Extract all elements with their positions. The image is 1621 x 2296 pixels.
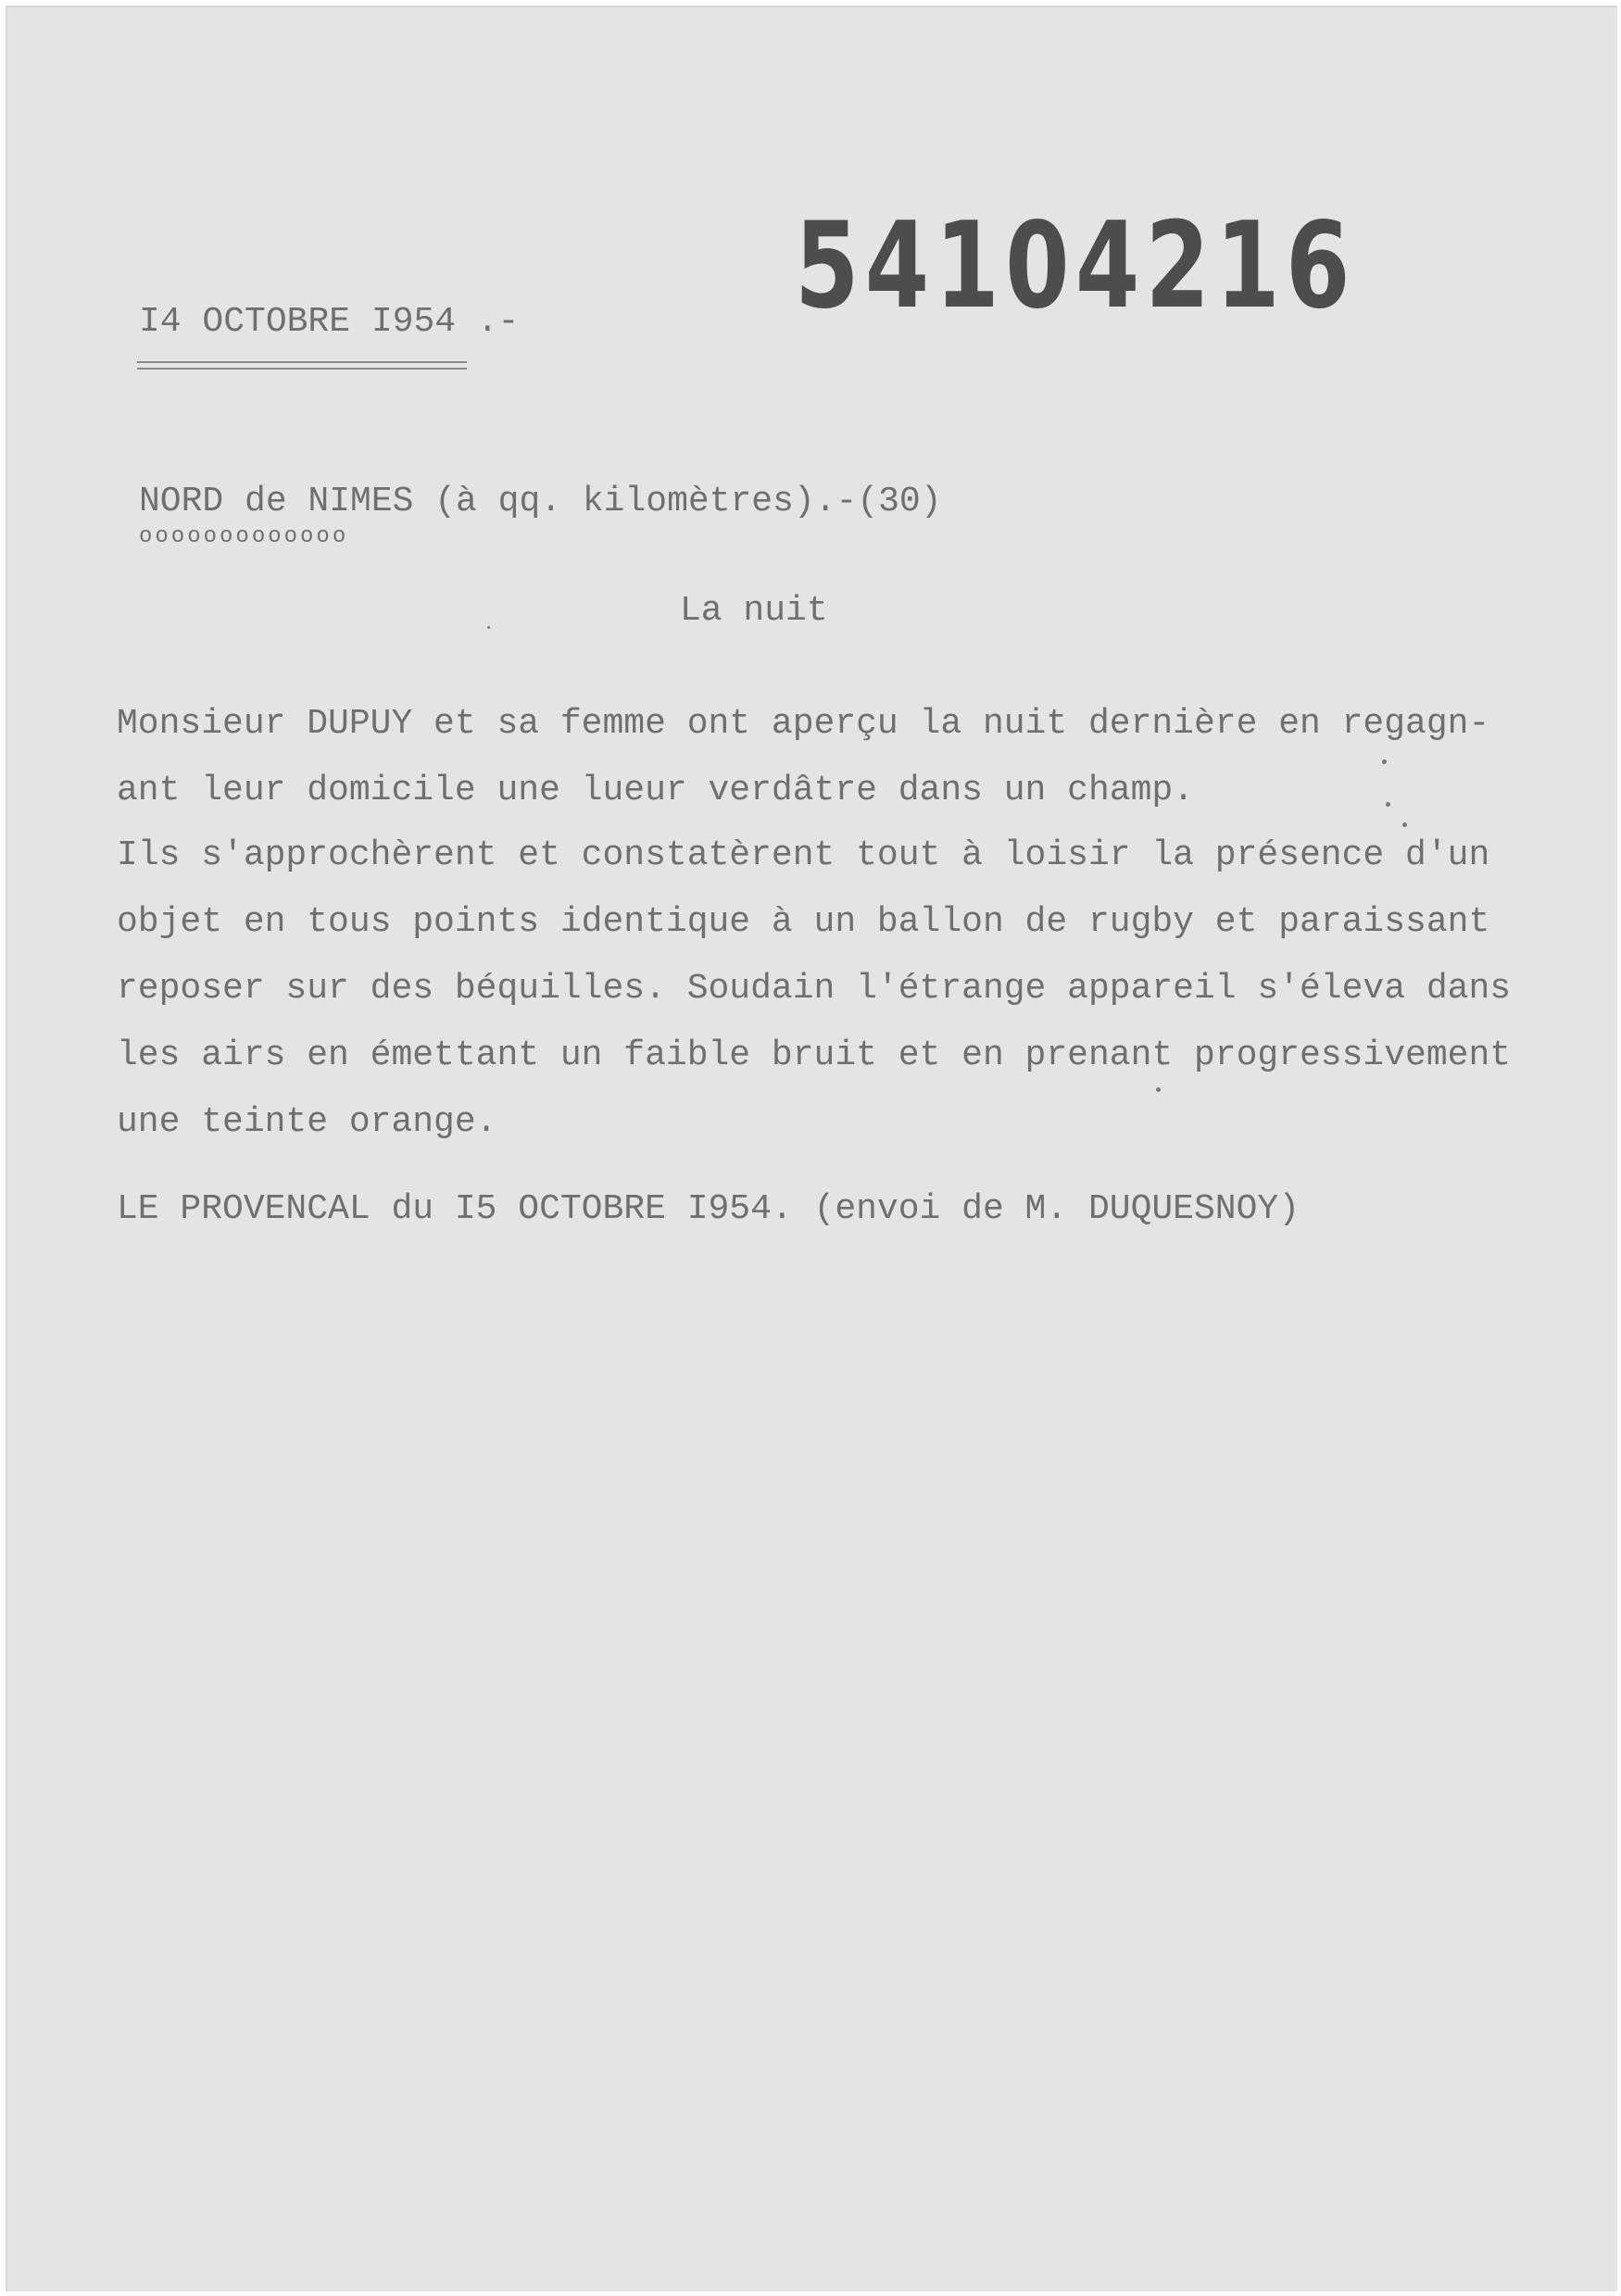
source-citation: LE PROVENCAL du I5 OCTOBRE I954. (envoi de M. DUQUESNOY) [117,1189,1301,1229]
ink-speck [487,626,490,629]
date-double-underline [137,361,467,370]
location-heading: NORD de NIMES (à qq. kilomètres).-(30) [139,482,942,521]
location-underline: ooooooooooooo [139,524,349,549]
ink-speck [1386,802,1390,807]
subtitle: La nuit [680,591,828,631]
ink-speck [1156,1087,1161,1092]
ink-speck [1382,759,1387,764]
reference-number-stamp: 54104216 [795,197,1356,335]
body-line: ant leur domicile une lueur verdâtre dans un champ. [117,771,1194,810]
document-date: I4 OCTOBRE I954 .- [139,302,520,342]
body-line: Monsieur DUPUY et sa femme ont aperçu la nuit dernière en regagn- [117,704,1490,744]
body-line: objet en tous points identique à un ballon de rugby et paraissant [117,902,1490,942]
body-line: une teinte orange. [117,1102,497,1142]
paper-sheet [6,6,1617,2291]
body-line: reposer sur des béquilles. Soudain l'étrange appareil s'éleva dans [117,969,1512,1009]
body-line: les airs en émettant un faible bruit et en prenant progressivement [117,1035,1512,1075]
body-line: Ils s'approchèrent et constatèrent tout à loisir la présence d'un [117,835,1490,875]
ink-speck [1402,822,1407,827]
